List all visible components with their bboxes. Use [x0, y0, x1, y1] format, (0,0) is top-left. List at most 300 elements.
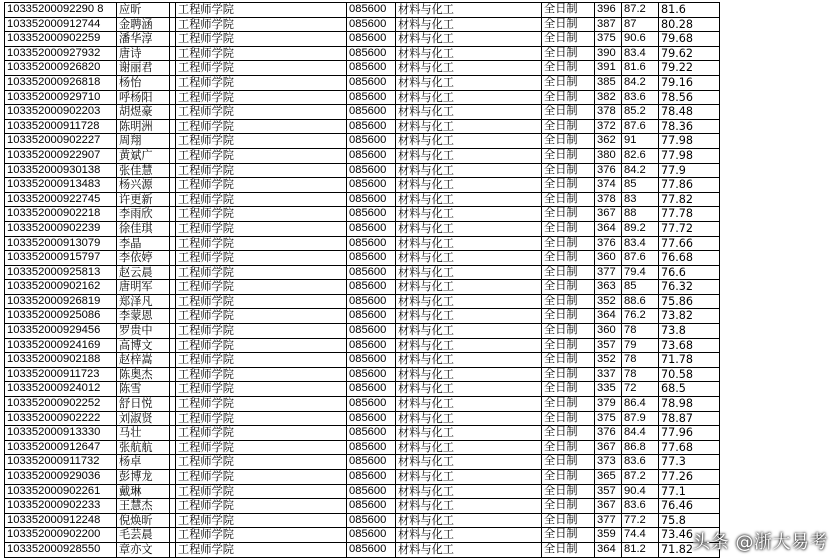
- table-cell: 全日制: [542, 455, 595, 470]
- table-cell: 68.5: [659, 382, 720, 397]
- table-cell: 工程师学院: [176, 148, 347, 163]
- table-cell: 87.9: [622, 411, 659, 426]
- table-cell: 陈雪: [117, 382, 170, 397]
- table-cell: 75.8: [659, 513, 720, 528]
- table-row: [5, 426, 720, 441]
- table-cell: 材料与化工: [396, 309, 542, 324]
- table-cell: 085600: [347, 3, 396, 18]
- table-cell: 全日制: [542, 440, 595, 455]
- table-cell: 材料与化工: [396, 163, 542, 178]
- table-cell: 84.2: [622, 75, 659, 90]
- table-row: [5, 105, 720, 120]
- table-cell: 085600: [347, 470, 396, 485]
- table-cell: 103352000913330: [5, 426, 117, 441]
- table-cell: 材料与化工: [396, 426, 542, 441]
- table-cell: 085600: [347, 426, 396, 441]
- table-cell: 085600: [347, 528, 396, 543]
- table-cell: 李蒙恩: [117, 309, 170, 324]
- table-cell: 76.2: [622, 309, 659, 324]
- table-cell: 马壮: [117, 426, 170, 441]
- table-cell: 材料与化工: [396, 75, 542, 90]
- table-cell: 78.98: [659, 397, 720, 412]
- table-cell: 085600: [347, 119, 396, 134]
- table-cell: 毛芸晨: [117, 528, 170, 543]
- table-cell: 103352000913079: [5, 236, 117, 251]
- table-cell: 全日制: [542, 46, 595, 61]
- table-cell: 材料与化工: [396, 338, 542, 353]
- table-cell: 103352000926818: [5, 75, 117, 90]
- table-cell: 103352000912647: [5, 440, 117, 455]
- table-cell: 373: [595, 455, 622, 470]
- table-cell: 刘淑贤: [117, 411, 170, 426]
- table-cell: 103352000926820: [5, 61, 117, 76]
- table-cell: 潘华淳: [117, 32, 170, 47]
- table-cell: 戴琳: [117, 484, 170, 499]
- table-cell: 76.68: [659, 251, 720, 266]
- table-cell: 工程师学院: [176, 367, 347, 382]
- table-cell: 全日制: [542, 17, 595, 32]
- table-cell: 376: [595, 163, 622, 178]
- table-cell: 77.26: [659, 470, 720, 485]
- table-row: [5, 17, 720, 32]
- table-cell: 71.82: [659, 542, 720, 557]
- table-cell: 78: [622, 324, 659, 339]
- table-cell: 78.36: [659, 119, 720, 134]
- table-cell: 357: [595, 338, 622, 353]
- table-cell: 103352000925813: [5, 265, 117, 280]
- table-cell: 材料与化工: [396, 265, 542, 280]
- table-cell: 085600: [347, 542, 396, 557]
- table-cell: 全日制: [542, 163, 595, 178]
- table-cell: 085600: [347, 75, 396, 90]
- table-cell: 全日制: [542, 178, 595, 193]
- table-cell: 工程师学院: [176, 119, 347, 134]
- table-cell: 72: [622, 382, 659, 397]
- table-cell: 085600: [347, 294, 396, 309]
- table-cell: 84.4: [622, 426, 659, 441]
- table-cell: 10335200092290 8: [5, 3, 117, 18]
- table-cell: 77.66: [659, 236, 720, 251]
- table-cell: 83.6: [622, 499, 659, 514]
- table-cell: 工程师学院: [176, 178, 347, 193]
- table-row: [5, 280, 720, 295]
- table-cell: 91: [622, 134, 659, 149]
- table-cell: 工程师学院: [176, 470, 347, 485]
- table-row: [5, 397, 720, 412]
- table-cell: 103352000911723: [5, 367, 117, 382]
- table-cell: 79: [622, 338, 659, 353]
- table-cell: 085600: [347, 353, 396, 368]
- table-cell: 359: [595, 528, 622, 543]
- table-cell: 085600: [347, 484, 396, 499]
- table-cell: 103352000929456: [5, 324, 117, 339]
- table-cell: 谢丽君: [117, 61, 170, 76]
- table-cell: 77.1: [659, 484, 720, 499]
- table-cell: 75.86: [659, 294, 720, 309]
- table-cell: 085600: [347, 338, 396, 353]
- table-cell: 全日制: [542, 542, 595, 557]
- table-cell: 舒日悦: [117, 397, 170, 412]
- table-cell: 379: [595, 397, 622, 412]
- table-cell: 全日制: [542, 470, 595, 485]
- table-cell: 80.28: [659, 17, 720, 32]
- table-cell: 章亦文: [117, 542, 170, 557]
- table-cell: 工程师学院: [176, 484, 347, 499]
- table-cell: 罗贵中: [117, 324, 170, 339]
- table-cell: 76.46: [659, 499, 720, 514]
- table-cell: 工程师学院: [176, 17, 347, 32]
- table-cell: 77.72: [659, 221, 720, 236]
- table-cell: 材料与化工: [396, 90, 542, 105]
- table-cell: 81.6: [659, 3, 720, 18]
- table-cell: 工程师学院: [176, 426, 347, 441]
- table-cell: 372: [595, 119, 622, 134]
- table-cell: 73.8: [659, 324, 720, 339]
- table-cell: 87.2: [622, 3, 659, 18]
- table-cell: 材料与化工: [396, 119, 542, 134]
- table-cell: 工程师学院: [176, 236, 347, 251]
- table-cell: 倪焕昕: [117, 513, 170, 528]
- table-cell: 工程师学院: [176, 61, 347, 76]
- table-cell: 材料与化工: [396, 397, 542, 412]
- table-cell: 工程师学院: [176, 46, 347, 61]
- table-cell: 396: [595, 3, 622, 18]
- table-cell: 工程师学院: [176, 382, 347, 397]
- table-cell: 363: [595, 280, 622, 295]
- table-row: [5, 338, 720, 353]
- table-cell: 材料与化工: [396, 484, 542, 499]
- table-cell: 86.4: [622, 397, 659, 412]
- table-cell: 材料与化工: [396, 440, 542, 455]
- table-cell: 唐诗: [117, 46, 170, 61]
- table-cell: 81.6: [622, 61, 659, 76]
- table-cell: 全日制: [542, 324, 595, 339]
- table-cell: 73.46: [659, 528, 720, 543]
- table-cell: 全日制: [542, 338, 595, 353]
- table-row: [5, 163, 720, 178]
- table-row: [5, 513, 720, 528]
- table-cell: 365: [595, 470, 622, 485]
- table-cell: 382: [595, 90, 622, 105]
- table-cell: 103352000924012: [5, 382, 117, 397]
- table-cell: 76.6: [659, 265, 720, 280]
- table-cell: 367: [595, 207, 622, 222]
- table-cell: 工程师学院: [176, 32, 347, 47]
- table-cell: 全日制: [542, 280, 595, 295]
- table-cell: 90.6: [622, 32, 659, 47]
- table-row: [5, 178, 720, 193]
- table-cell: 全日制: [542, 32, 595, 47]
- table-cell: 材料与化工: [396, 294, 542, 309]
- admission-list-table: [4, 2, 720, 558]
- table-cell: 085600: [347, 499, 396, 514]
- table-cell: 全日制: [542, 265, 595, 280]
- table-cell: 材料与化工: [396, 236, 542, 251]
- table-cell: 材料与化工: [396, 134, 542, 149]
- table-cell: 103352000929036: [5, 470, 117, 485]
- table-cell: 材料与化工: [396, 17, 542, 32]
- table-cell: 工程师学院: [176, 207, 347, 222]
- table-cell: 材料与化工: [396, 324, 542, 339]
- table-cell: 全日制: [542, 134, 595, 149]
- table-cell: 高博文: [117, 338, 170, 353]
- table-cell: 杨兴源: [117, 178, 170, 193]
- table-cell: 许更新: [117, 192, 170, 207]
- table-cell: 78: [622, 353, 659, 368]
- table-row: [5, 309, 720, 324]
- table-cell: 085600: [347, 148, 396, 163]
- table-cell: 79.22: [659, 61, 720, 76]
- table-cell: 全日制: [542, 75, 595, 90]
- table-cell: 李雨欣: [117, 207, 170, 222]
- table-cell: 材料与化工: [396, 411, 542, 426]
- table-cell: 335: [595, 382, 622, 397]
- table-cell: 085600: [347, 207, 396, 222]
- table-cell: 103352000922745: [5, 192, 117, 207]
- table-cell: 85: [622, 280, 659, 295]
- table-cell: 085600: [347, 61, 396, 76]
- table-cell: 103352000930138: [5, 163, 117, 178]
- table-cell: 352: [595, 353, 622, 368]
- table-cell: 工程师学院: [176, 105, 347, 120]
- table-cell: 工程师学院: [176, 353, 347, 368]
- table-cell: 103352000927932: [5, 46, 117, 61]
- table-cell: 全日制: [542, 484, 595, 499]
- table-cell: 周翔: [117, 134, 170, 149]
- table-cell: 材料与化工: [396, 192, 542, 207]
- table-cell: 张航航: [117, 440, 170, 455]
- table-cell: 71.78: [659, 353, 720, 368]
- table-row: [5, 61, 720, 76]
- table-row: [5, 134, 720, 149]
- table-cell: 84.2: [622, 163, 659, 178]
- table-cell: 81.2: [622, 542, 659, 557]
- table-cell: 360: [595, 324, 622, 339]
- table-cell: 材料与化工: [396, 3, 542, 18]
- table-cell: 全日制: [542, 294, 595, 309]
- table-cell: 83: [622, 192, 659, 207]
- table-cell: 387: [595, 17, 622, 32]
- table-row: [5, 46, 720, 61]
- table-cell: 352: [595, 294, 622, 309]
- table-row: [5, 148, 720, 163]
- table-cell: 085600: [347, 90, 396, 105]
- table-cell: 黄斌广: [117, 148, 170, 163]
- table-cell: 赵云晨: [117, 265, 170, 280]
- table-row: [5, 367, 720, 382]
- table-cell: 103352000925086: [5, 309, 117, 324]
- table-cell: 367: [595, 440, 622, 455]
- table-cell: 工程师学院: [176, 513, 347, 528]
- table-cell: 085600: [347, 513, 396, 528]
- table-cell: 90.4: [622, 484, 659, 499]
- table-cell: 85.2: [622, 105, 659, 120]
- table-row: [5, 528, 720, 543]
- table-cell: 380: [595, 148, 622, 163]
- table-row: [5, 265, 720, 280]
- table-cell: 全日制: [542, 105, 595, 120]
- table-cell: 工程师学院: [176, 542, 347, 557]
- table-cell: 金聘涵: [117, 17, 170, 32]
- table-cell: 085600: [347, 265, 396, 280]
- table-cell: 85: [622, 178, 659, 193]
- table-cell: 83.4: [622, 46, 659, 61]
- table-cell: 385: [595, 75, 622, 90]
- table-cell: 085600: [347, 221, 396, 236]
- table-cell: 378: [595, 105, 622, 120]
- table-row: [5, 207, 720, 222]
- table-cell: 呼杨阳: [117, 90, 170, 105]
- table-cell: 全日制: [542, 192, 595, 207]
- table-cell: 103352000902227: [5, 134, 117, 149]
- table-row: [5, 236, 720, 251]
- table-cell: 085600: [347, 397, 396, 412]
- table-row: [5, 353, 720, 368]
- table-row: [5, 192, 720, 207]
- table-cell: 工程师学院: [176, 163, 347, 178]
- table-cell: 77.82: [659, 192, 720, 207]
- table-cell: 全日制: [542, 61, 595, 76]
- table-cell: 材料与化工: [396, 382, 542, 397]
- table-cell: 应昕: [117, 3, 170, 18]
- table-cell: 77.68: [659, 440, 720, 455]
- table-cell: 103352000928550: [5, 542, 117, 557]
- table-cell: 87: [622, 17, 659, 32]
- table-row: [5, 3, 720, 18]
- table-cell: 78: [622, 367, 659, 382]
- table-cell: 材料与化工: [396, 499, 542, 514]
- table-cell: 390: [595, 46, 622, 61]
- table-row: [5, 251, 720, 266]
- table-cell: 103352000902233: [5, 499, 117, 514]
- table-cell: 材料与化工: [396, 367, 542, 382]
- table-cell: 工程师学院: [176, 309, 347, 324]
- table-cell: 赵梓嵩: [117, 353, 170, 368]
- table-cell: 085600: [347, 32, 396, 47]
- table-cell: 78.56: [659, 90, 720, 105]
- table-cell: 张佳慧: [117, 163, 170, 178]
- table-cell: 73.68: [659, 338, 720, 353]
- table-cell: 李晶: [117, 236, 170, 251]
- table-cell: 377: [595, 265, 622, 280]
- table-cell: 103352000915797: [5, 251, 117, 266]
- table-cell: 李依婷: [117, 251, 170, 266]
- table-cell: 材料与化工: [396, 178, 542, 193]
- table-cell: 77.78: [659, 207, 720, 222]
- table-cell: 全日制: [542, 528, 595, 543]
- table-cell: 085600: [347, 192, 396, 207]
- table-row: [5, 294, 720, 309]
- table-cell: 材料与化工: [396, 455, 542, 470]
- table-cell: 103352000902200: [5, 528, 117, 543]
- table-cell: 87.6: [622, 119, 659, 134]
- table-cell: 085600: [347, 105, 396, 120]
- table-cell: 085600: [347, 440, 396, 455]
- table-cell: 材料与化工: [396, 353, 542, 368]
- table-cell: 77.9: [659, 163, 720, 178]
- table-cell: 胡煜豪: [117, 105, 170, 120]
- table-cell: 364: [595, 309, 622, 324]
- table-cell: 70.58: [659, 367, 720, 382]
- table-cell: 全日制: [542, 3, 595, 18]
- table-cell: 唐明军: [117, 280, 170, 295]
- table-cell: 085600: [347, 309, 396, 324]
- table-cell: 全日制: [542, 367, 595, 382]
- table-cell: 材料与化工: [396, 46, 542, 61]
- table-cell: 82.6: [622, 148, 659, 163]
- table-row: [5, 411, 720, 426]
- table-cell: 全日制: [542, 221, 595, 236]
- table-cell: 全日制: [542, 382, 595, 397]
- table-cell: 工程师学院: [176, 411, 347, 426]
- table-cell: 103352000902261: [5, 484, 117, 499]
- table-cell: 085600: [347, 367, 396, 382]
- table-cell: 362: [595, 134, 622, 149]
- table-cell: 材料与化工: [396, 32, 542, 47]
- table-row: [5, 542, 720, 557]
- table-cell: 103352000902188: [5, 353, 117, 368]
- table-cell: 全日制: [542, 236, 595, 251]
- table-cell: 085600: [347, 411, 396, 426]
- table-cell: 陈明洲: [117, 119, 170, 134]
- table-cell: 103352000902239: [5, 221, 117, 236]
- table-cell: 364: [595, 542, 622, 557]
- table-cell: 工程师学院: [176, 251, 347, 266]
- table-cell: 376: [595, 236, 622, 251]
- table-cell: 陈奥杰: [117, 367, 170, 382]
- table-cell: 工程师学院: [176, 134, 347, 149]
- table-cell: 375: [595, 411, 622, 426]
- table-row: [5, 90, 720, 105]
- table-cell: 材料与化工: [396, 221, 542, 236]
- table-cell: 全日制: [542, 513, 595, 528]
- table-cell: 79.62: [659, 46, 720, 61]
- table-cell: 杨怡: [117, 75, 170, 90]
- table-cell: 364: [595, 221, 622, 236]
- table-cell: 085600: [347, 236, 396, 251]
- table-cell: 77.2: [622, 513, 659, 528]
- table-cell: 103352000902259: [5, 32, 117, 47]
- table-cell: 103352000902252: [5, 397, 117, 412]
- table-cell: 103352000902222: [5, 411, 117, 426]
- table-cell: 材料与化工: [396, 470, 542, 485]
- table-cell: 73.82: [659, 309, 720, 324]
- table-cell: 085600: [347, 178, 396, 193]
- table-cell: 全日制: [542, 207, 595, 222]
- table-cell: 86.8: [622, 440, 659, 455]
- table-cell: 杨卓: [117, 455, 170, 470]
- table-cell: 78.87: [659, 411, 720, 426]
- table-cell: 89.2: [622, 221, 659, 236]
- table-cell: 103352000902162: [5, 280, 117, 295]
- table-cell: 87.2: [622, 470, 659, 485]
- table-cell: 工程师学院: [176, 192, 347, 207]
- table-cell: 87.6: [622, 251, 659, 266]
- table-cell: 工程师学院: [176, 294, 347, 309]
- table-cell: 工程师学院: [176, 265, 347, 280]
- table-cell: 材料与化工: [396, 61, 542, 76]
- table-cell: 357: [595, 484, 622, 499]
- table-cell: 88: [622, 207, 659, 222]
- table-cell: 103352000902203: [5, 105, 117, 120]
- table-cell: 材料与化工: [396, 148, 542, 163]
- table-cell: 郑泽凡: [117, 294, 170, 309]
- table-cell: 工程师学院: [176, 3, 347, 18]
- table-cell: 085600: [347, 455, 396, 470]
- table-cell: 103352000929710: [5, 90, 117, 105]
- table-cell: 83.6: [622, 90, 659, 105]
- table-cell: 材料与化工: [396, 528, 542, 543]
